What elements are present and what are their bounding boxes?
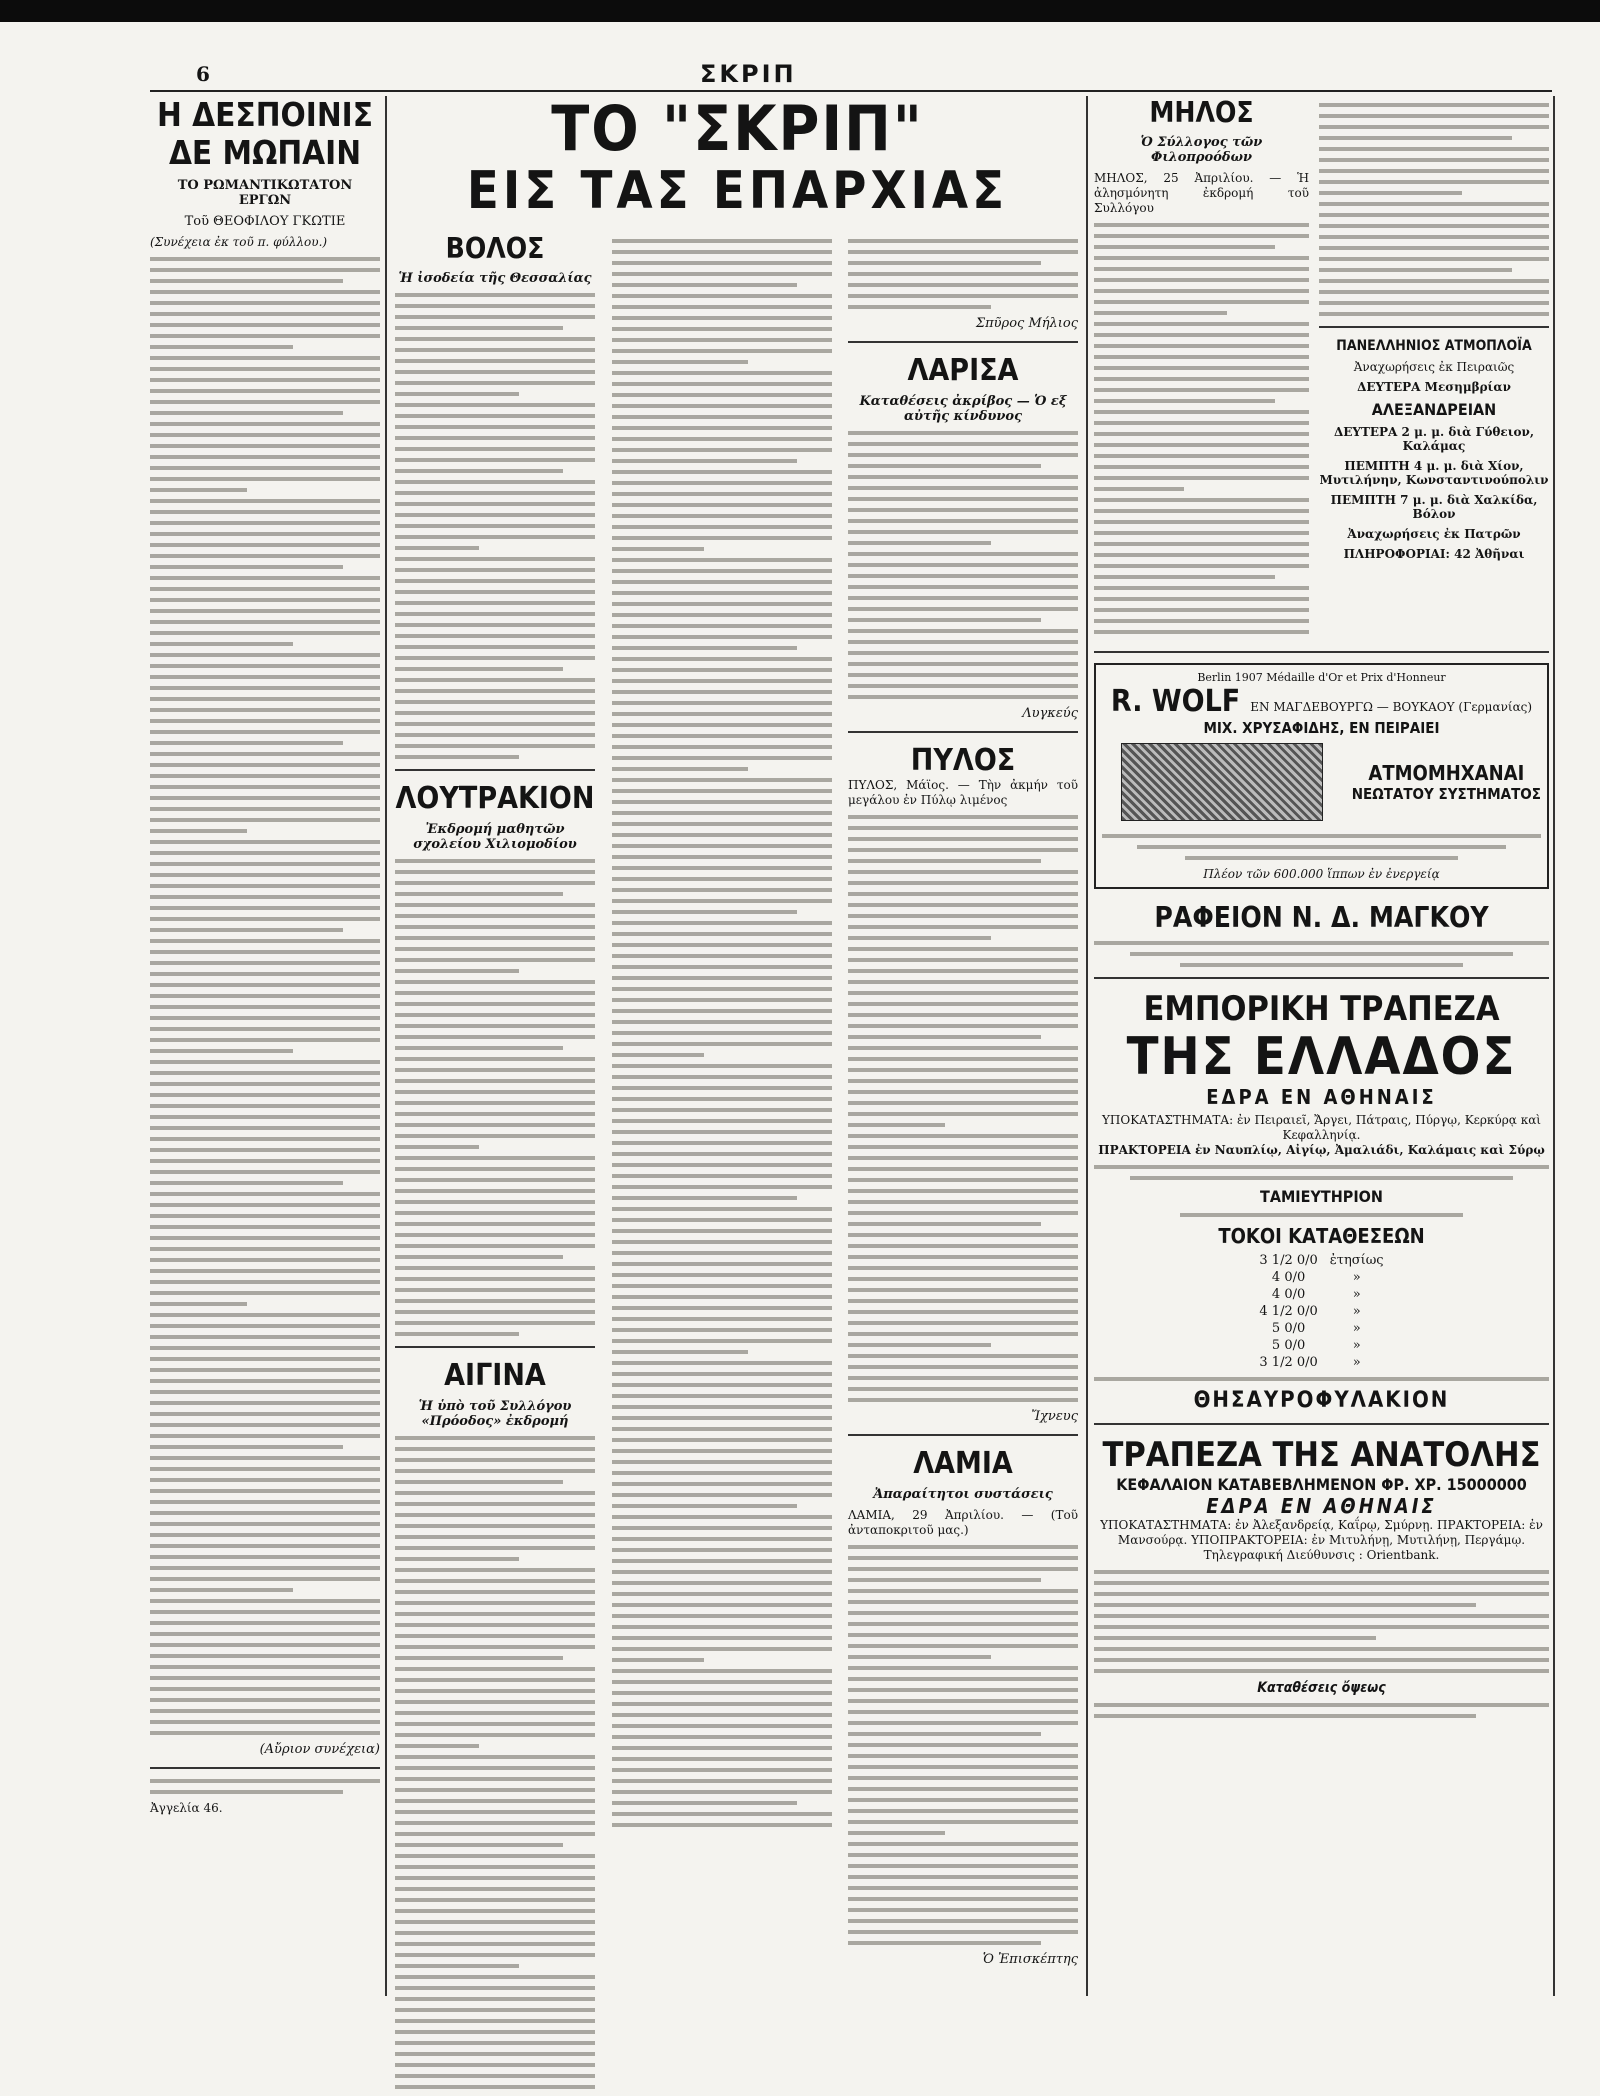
- milos-subhead: Ὁ Σύλλογος τῶν Φιλοπροόδων: [1140, 135, 1263, 165]
- bank2-line3: ΕΔΡΑ ΕΝ ΑΘΗΝΑΙΣ: [1206, 1494, 1437, 1518]
- column-divider: [1086, 96, 1088, 1996]
- wolf-name: R. WOLF: [1110, 684, 1241, 719]
- milos-lead: ΜΗΛΟΣ, 25 Ἀπριλίου. — Ἡ ἀλησμόνητη ἐκδρομή τοῦ Συλλόγου: [1094, 171, 1309, 215]
- small-notice: Ἀγγελία 46.: [150, 1801, 223, 1815]
- story-author: Τοῦ ΘΕΟΦΙΛΟΥ ΓΚΩΤΙΕ: [184, 214, 346, 229]
- page-number: 6: [196, 62, 210, 86]
- wolf-city: ΕΝ ΜΑΓΔΕΒΟΥΡΓΩ — ΒΟΥΚΑΟΥ (Γερμανίας): [1250, 700, 1533, 714]
- story-title-line1: Η ΔΕΣΠΟΙΝΙΣ: [156, 95, 373, 134]
- aigina-subhead: Ἡ ὑπὸ τοῦ Συλλόγου «Πρόοδος» ἐκδρομή: [418, 1399, 572, 1429]
- bank-of-the-east-advertisement: [1094, 1435, 1549, 1718]
- page-header: [0, 62, 1600, 88]
- lamia-subhead: Ἀπαραίτητοι συστάσεις: [873, 1487, 1053, 1502]
- section-volos: ΒΟΛΟΣ: [445, 232, 545, 265]
- bank2-telegraph: Τηλεγραφική Διεύθυνσις : Orientbank.: [1203, 1548, 1440, 1562]
- separator: [1094, 977, 1549, 979]
- story-subtitle: ΤΟ ΡΩΜΑΝΤΙΚΩΤΑΤΟΝ ΕΡΓΩΝ: [177, 178, 353, 208]
- banner-title-line2: ΕΙΣ ΤΑΣ ΕΠΑΡΧΙΑΣ: [466, 161, 1009, 221]
- separator: [395, 1346, 595, 1348]
- masthead: ΣΚΡΙΠ: [700, 60, 797, 88]
- column-divider: [385, 96, 387, 1996]
- aigina-body: [395, 1436, 595, 2089]
- bank2-line2: ΚΕΦΑΛΑΙΟΝ ΚΑΤΑΒΕΒΛΗΜΕΝΟΝ ΦΡ. ΧΡ. 15000000: [1116, 1475, 1527, 1494]
- banner-title-line1: ΤΟ "ΣΚΡΙΠ": [551, 92, 924, 165]
- story-body: [150, 257, 380, 1735]
- larisa-signature: Λυγκεύς: [1022, 706, 1078, 721]
- larisa-body: [848, 431, 1078, 699]
- story-continuation-sign: (Αὔριον συνέχεια): [259, 1742, 380, 1757]
- table-row: 5 0/0 »: [1271, 1321, 1361, 1336]
- separator: [848, 731, 1078, 733]
- shipping-line: ΠΕΜΠΤΗ 7 μ. μ. διὰ Χαλκίδα, Βόλον: [1330, 493, 1538, 521]
- loutraki-body: [395, 859, 595, 1336]
- table-row: 5 0/0 »: [1271, 1338, 1361, 1353]
- scan-top-band: [0, 0, 1600, 22]
- shipping-title: ΠΑΝΕΛΛΗΝΙΟΣ ΑΤΜΟΠΛΟΪΑ: [1336, 338, 1532, 354]
- bank2-branches: ΥΠΟΚΑΤΑΣΤΗΜΑΤΑ: ἐν Ἀλεξανδρείᾳ, Καΐρῳ, Σμύρνῃ. ΠΡΑΚΤΟΡΕΙΑ: ἐν Μανσούρᾳ. ΥΠΟΠΡΑΚΤΟΡΕΙΑ: ἐν Μιτυλήνῃ, Μυτιλήνῃ, Περγάμῳ.: [1100, 1518, 1543, 1547]
- volos-signature: Σπῦρος Μήλιος: [975, 316, 1078, 331]
- section-lamia: ΛΑΜΙΑ: [913, 1446, 1013, 1481]
- wolf-award: Berlin 1907 Médaille d'Or et Prix d'Honneur: [1197, 671, 1446, 684]
- steam-engine-illustration: [1121, 743, 1323, 821]
- table-row: 4 1/2 0/0 »: [1259, 1304, 1361, 1319]
- wolf-footer: Πλέον τῶν 600.000 ἵππων ἐν ἐνεργείᾳ: [1203, 867, 1440, 881]
- bank2-deposits: Καταθέσεις ὄψεως: [1257, 1680, 1386, 1696]
- separator: [1094, 1423, 1549, 1425]
- magkou-advertisement: [1094, 901, 1549, 967]
- separator: [848, 341, 1078, 343]
- bank1-branches: ΥΠΟΚΑΤΑΣΤΗΜΑΤΑ: ἐν Πειραιεῖ, Ἄργει, Πάτραις, Πύργῳ, Κερκύρᾳ καὶ Κεφαλληνίᾳ.: [1101, 1113, 1542, 1142]
- section-loutraki: ΛΟΥΤΡΑΚΙΟΝ: [395, 781, 595, 816]
- table-row: 3 1/2 0/0 »: [1259, 1355, 1361, 1370]
- shipping-line: ΠΕΜΠΤΗ 4 μ. μ. διὰ Χίον, Μυτιλήνην, Κωνσταντινούπολιν: [1319, 459, 1549, 487]
- column-divider: [1553, 96, 1555, 1996]
- deposit-rates-title: ΤΟΚΟΙ ΚΑΤΑΘΕΣΕΩΝ: [1218, 1224, 1425, 1248]
- pylos-signature: Ἴχνευς: [1031, 1409, 1078, 1424]
- separator: [1094, 651, 1549, 653]
- bank1-line1: ΕΜΠΟΡΙΚΗ ΤΡΑΠΕΖΑ: [1143, 989, 1500, 1029]
- shipping-line: ΑΛΕΞΑΝΔΡΕΙΑΝ: [1371, 400, 1497, 419]
- savings-bank-title: ΤΑΜΙΕΥΤΗΡΙΟΝ: [1260, 1187, 1383, 1206]
- wolf-headline-1: ΑΤΜΟΜΗΧΑΝΑΙ: [1368, 761, 1525, 785]
- deposit-rates-table: [1253, 1252, 1389, 1371]
- section-pylos: ΠΥΛΟΣ: [910, 743, 1016, 778]
- column-volos-continued: [612, 232, 832, 1834]
- lamia-body: [848, 1545, 1078, 1945]
- story-title-line2: ΔΕ ΜΩΠΑΙΝ: [168, 133, 362, 172]
- table-row: 3 1/2 0/0 ἐτησίως: [1259, 1253, 1384, 1268]
- shipping-line: Ἀναχωρήσεις ἐκ Πειραιῶς: [1353, 360, 1515, 374]
- loutraki-subhead: Ἐκδρομή μαθητῶν σχολείου Χιλιομοδίου: [413, 822, 577, 852]
- column-larisa-pylos-lamia: [848, 232, 1078, 1977]
- wolf-headline-2: ΝΕΩΤΑΤΟΥ ΣΥΣΤΗΜΑΤΟΣ: [1351, 785, 1541, 803]
- commercial-bank-advertisement: [1094, 989, 1549, 1413]
- section-milos: ΜΗΛΟΣ: [1149, 96, 1254, 129]
- column-serial-story: [150, 96, 380, 1816]
- magkou-title: ΡΑΦΕΙΟΝ Ν. Δ. ΜΑΓΚΟΥ: [1154, 901, 1489, 934]
- wolf-agent: ΜΙΧ. ΧΡΥΣΑΦΙΔΗΣ, ΕΝ ΠΕΙΡΑΙΕΙ: [1203, 719, 1440, 737]
- table-row: 4 0/0 »: [1271, 1270, 1361, 1285]
- bank1-line2: ΤΗΣ ΕΛΛΑΔΟΣ: [1126, 1027, 1517, 1087]
- treasury-title: ΘΗΣΑΥΡΟΦΥΛΑΚΙΟΝ: [1193, 1388, 1450, 1413]
- section-aigina: ΑΙΓΙΝΑ: [444, 1358, 546, 1393]
- lamia-signature: Ὁ Ἐπισκέπτης: [982, 1952, 1078, 1967]
- separator: [395, 769, 595, 771]
- larisa-subhead: Καταθέσεις ἀκρίβος — Ὁ εξ αὐτῆς κίνδυνος: [859, 394, 1067, 424]
- column-volos-loutraki-aigina: [395, 232, 595, 2096]
- separator: [150, 1767, 380, 1769]
- wolf-advertisement: [1094, 663, 1549, 889]
- volos-body: [395, 293, 595, 759]
- milos-and-shipping: [1319, 96, 1549, 641]
- table-row: 4 0/0 »: [1271, 1287, 1361, 1302]
- bank1-agencies: ΠΡΑΚΤΟΡΕΙΑ ἐν Ναυπλίῳ, Αἰγίῳ, Ἀμαλιάδι, Καλάμαις καὶ Σύρῳ: [1098, 1143, 1545, 1157]
- bank1-line3: ΕΔΡΑ ΕΝ ΑΘΗΝΑΙΣ: [1206, 1085, 1437, 1109]
- column-milos-and-ads: [1094, 96, 1549, 1725]
- separator: [848, 1434, 1078, 1436]
- shipping-line: ΔΕΥΤΕΡΑ 2 μ. μ. διὰ Γύθειον, Καλάμας: [1333, 425, 1535, 453]
- provinces-banner: [395, 92, 1080, 221]
- shipping-line: ΠΛΗΡΟΦΟΡΙΑΙ: 42 Ἀθῆναι: [1343, 547, 1525, 561]
- shipping-line: Ἀναχωρήσεις ἐκ Πατρῶν: [1347, 527, 1521, 541]
- pylos-body: [848, 815, 1078, 1402]
- story-continued-note: (Συνέχεια ἐκ τοῦ π. φύλλου.): [150, 235, 328, 249]
- lamia-lead: ΛΑΜΙΑ, 29 Ἀπριλίου. — (Τοῦ ἀνταποκριτοῦ μας.): [848, 1508, 1078, 1537]
- section-larisa: ΛΑΡΙΣΑ: [907, 353, 1019, 388]
- separator: [1319, 326, 1549, 328]
- volos-subhead: Ἡ ἰσοδεία τῆς Θεσσαλίας: [398, 271, 592, 286]
- shipping-line: ΔΕΥΤΕΡΑ Μεσημβρίαν: [1357, 380, 1511, 394]
- milos-article: [1094, 96, 1309, 641]
- pylos-lead: ΠΥΛΟΣ, Μάϊος. — Τὴν ἀκμήν τοῦ μεγάλου ἐν Πύλῳ λιμένος: [848, 778, 1078, 807]
- bank2-line1: ΤΡΑΠΕΖΑ ΤΗΣ ΑΝΑΤΟΛΗΣ: [1102, 1435, 1541, 1475]
